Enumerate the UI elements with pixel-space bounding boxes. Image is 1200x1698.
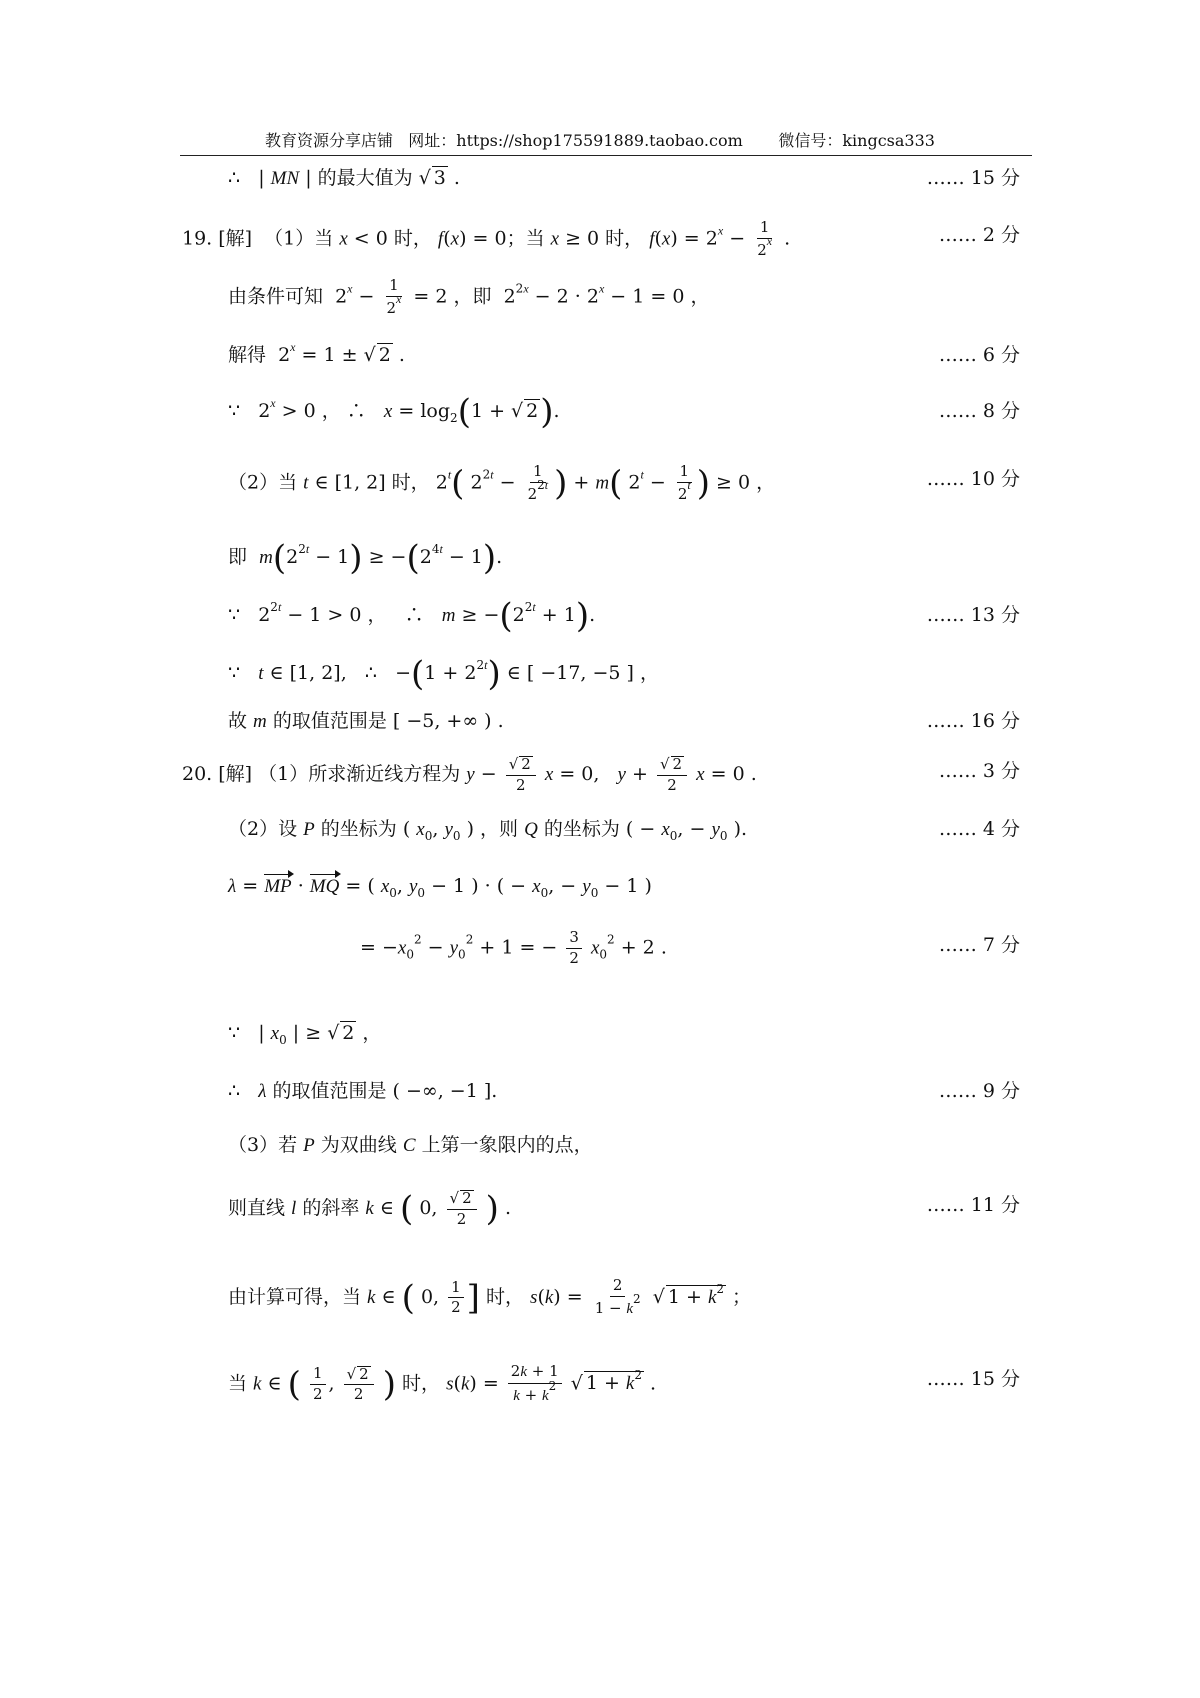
q19-result: ∵ $2^x > 0$ ， ∴ $x = \log_2(1$ + √ 2). [228, 392, 560, 432]
q19-ineq: 即 $m(2^{2t} - 1) \ge -(2^{4t} - 1)$. [228, 538, 503, 578]
q20-part1: 20. [解] （1）所求渐近线方程为 y − $\frac{√ 2}{2}$ x = 0, y + $\frac{√ 2}{2}$ x = 0 . [182, 755, 757, 794]
score: …… 11 分 [926, 1194, 1020, 1216]
q19-solve: 解得 $2^x = 1$ ± √ 2 . [228, 340, 405, 366]
q19-part2: （2）当 t ∈ [1, 2] 时， 2$^t$( $2^{2t}$ − $\frac{1}{2^{2t}}$ ) + m( $2^t$ − $\frac{1}{2^t}$ ) ≥ 0 ， [228, 462, 776, 504]
q19-range: ∵ t ∈ [1, 2], ∴ $-(1 + 2^{2t})$ ∈ [ −17, −5 ] ， [228, 654, 659, 694]
score: …… 8 分 [938, 400, 1020, 422]
score: …… 7 分 [938, 934, 1020, 956]
score: …… 16 分 [926, 710, 1020, 732]
q20-x0-bound: ∵ | $x_0$ | ≥ √ 2 ， [228, 1022, 382, 1047]
q19-condition: 由条件可知 $2^x$ − $\frac{1}{2^x}$ = 2 ，即 $2^{2x} - 2 \cdot 2^x - 1 = 0$ ， [228, 276, 710, 317]
score: …… 4 分 [938, 818, 1020, 840]
score: …… 15 分 [926, 167, 1020, 189]
page-header: 教育资源分享店铺 网址：https://shop175591889.taobao.com 微信号：kingcsa333 [265, 131, 935, 150]
q20-lambda: λ = MP · MQ = ( $x_0$, $y_0 - 1$ ) · ( − $x_0$, − $y_0 - 1$ ) [228, 875, 652, 900]
q20-lambda-range: ∴ λ 的取值范围是 ( −∞, −1 ]. [228, 1080, 498, 1102]
score: …… 15 分 [926, 1368, 1020, 1390]
q19-label: 19. [解] [182, 227, 253, 250]
header-rule [180, 155, 1032, 156]
q20-part3: （3）若 P 为双曲线 C 上第一象限内的点， [228, 1134, 593, 1156]
score: …… 9 分 [938, 1080, 1020, 1102]
q20-case2: 当 k ∈ ( $\frac{1}{2}$ , $\frac{√ 2}{2}$ ) 时， s(k) = $\frac{2k + 1}{k + k^2}$ √ $1 + k^2$ . [228, 1362, 657, 1405]
q20-case1: 由计算可得，当 k ∈ ( 0, $\frac{1}{2}$ ] 时， s(k) = $\frac{2}{1 - k^2}$ √ $1 + k^2$ ； [228, 1276, 752, 1318]
score: …… 13 分 [926, 604, 1020, 626]
q20-slope: 则直线 l 的斜率 k ∈ ( 0, $\frac{√ 2}{2}$ ) . [228, 1188, 512, 1229]
q20-lambda-expand: = $-x_0^2 - y_0^2 + 1$ = − $\frac{3}{2}$ $x_0^2 + 2$ . [360, 928, 667, 967]
q19-answer: 故 m 的取值范围是 [ −5, +∞ ) . [228, 710, 504, 732]
score: …… 3 分 [938, 760, 1020, 782]
score: …… 10 分 [926, 468, 1020, 490]
q20-part2: （2）设 P 的坐标为 ( $x_0$, $y_0$ ) ，则 Q 的坐标为 ( − $x_0$, − $y_0$ ). [228, 818, 748, 843]
q20-label: 20. [解] [182, 762, 253, 785]
q19-m-bound: ∵ $2^{2t} - 1 > 0$ ， ∴ $m \ge -(2^{2t} + 1)$. [228, 596, 596, 636]
score: …… 2 分 [938, 224, 1020, 246]
score: …… 6 分 [938, 344, 1020, 366]
q19-part1: 19. [解] （1）当 x < 0 时， f(x) = 0；当 x ≥ 0 时， $f(x) = 2^x$ − $\frac{1}{2^x}$ . [182, 218, 791, 259]
line-mn-max: ∴ | MN | 的最大值为 √ 3 . [228, 167, 460, 189]
